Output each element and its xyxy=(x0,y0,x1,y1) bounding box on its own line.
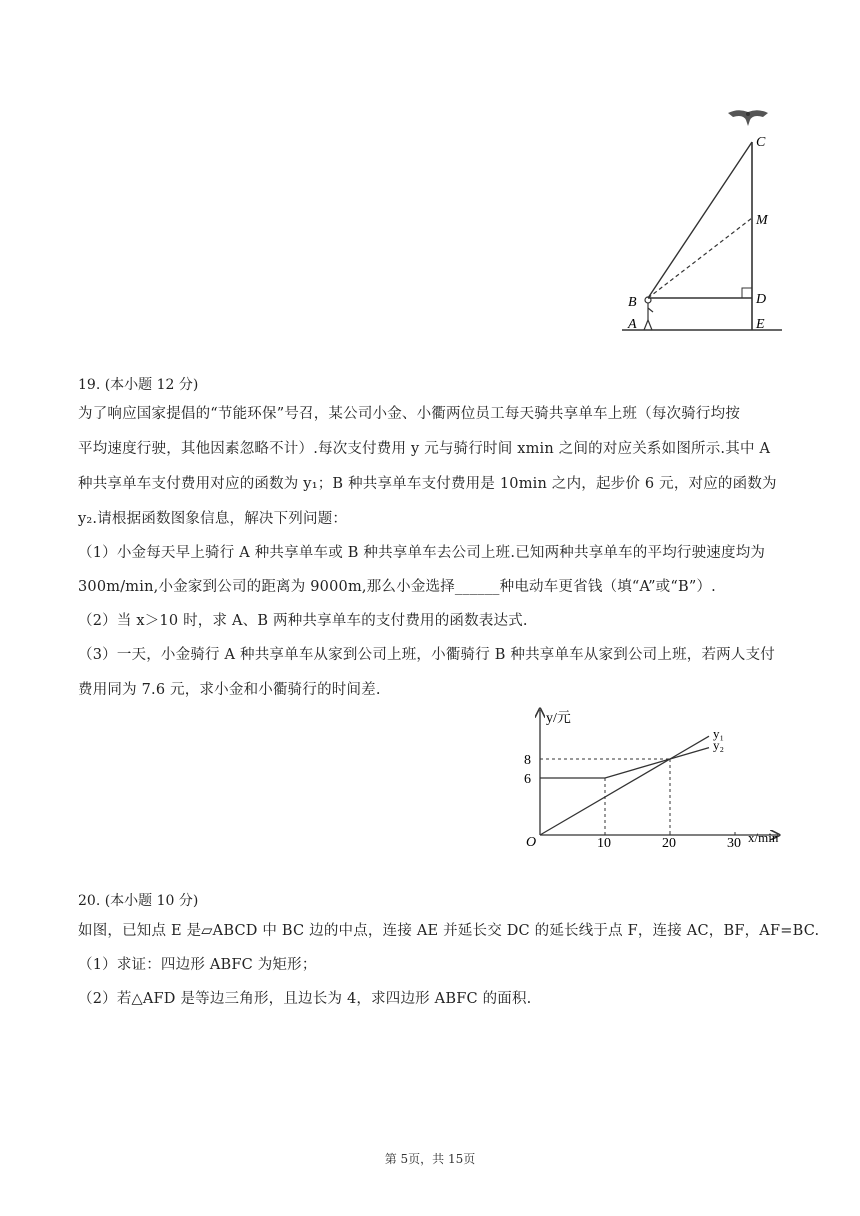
series-label-1: y₁ xyxy=(713,726,725,742)
q19-line-7: （2）当 x＞10 时，求 A、B 两种共享单车的支付费用的函数表达式. xyxy=(78,613,528,629)
q20-line-1: 如图，已知点 E 是▱ABCD 中 BC 边的中点，连接 AE 并延长交 DC 的延长线于点 F，连接 AC，BF，AF=BC. xyxy=(78,923,820,939)
label-e: E xyxy=(756,317,765,332)
x-tick-label-0: 10 xyxy=(597,836,611,850)
function-chart xyxy=(510,700,790,850)
q19-line-4: y₂.请根据函数图象信息，解决下列问题： xyxy=(78,511,348,527)
chart-series xyxy=(540,726,724,835)
q19-line-8: （3）一天，小金骑行 A 种共享单车从家到公司上班，小衢骑行 B 种共享单车从家到公司上班，若两人支付 xyxy=(78,647,775,663)
q19-heading: 19. (本小题 12 分) xyxy=(78,377,199,393)
label-c: C xyxy=(756,135,766,150)
q19-line-5: （1）小金每天早上骑行 A 种共享单车或 B 种共享单车去公司上班.已知两种共享单车的平均行驶速度均为 xyxy=(78,545,766,561)
q20-line-2: （1）求证：四边形 ABFC 为矩形； xyxy=(78,957,317,973)
label-d: D xyxy=(756,292,767,307)
y-tick-label-1: 8 xyxy=(524,753,531,768)
q19-line-2: 平均速度行驶，其他因素忽略不计）.每次支付费用 y 元与骑行时间 xmin 之间的对应关系如图所示.其中 A xyxy=(78,441,771,457)
geometry-figure xyxy=(600,100,800,340)
label-a: A xyxy=(628,317,637,332)
series-line-2 xyxy=(540,748,709,778)
label-m: M xyxy=(756,213,768,228)
y-axis-label: y/元 xyxy=(546,711,571,726)
q20-heading: 20. (本小题 10 分) xyxy=(78,893,199,909)
label-b: B xyxy=(628,295,637,310)
x-tick-label-2: 30 xyxy=(727,836,741,850)
person-icon xyxy=(644,297,653,330)
page-footer: 第 5页，共 15页 xyxy=(384,1152,476,1166)
series-label-2: y₂ xyxy=(713,737,725,753)
q19-line-3: 种共享单车支付费用对应的函数为 y₁；B 种共享单车支付费用是 10min 之内，起步价 6 元，对应的函数为 xyxy=(78,476,777,492)
q19-line-9: 费用同为 7.6 元，求小金和小衢骑行的时间差. xyxy=(78,682,381,698)
q19-line-6: 300m/min,小金家到公司的距离为 9000m,那么小金选择______种电动车更省钱（填“A”或“B”）. xyxy=(78,579,716,595)
q20-line-3: （2）若△AFD 是等边三角形，且边长为 4，求四边形 ABFC 的面积. xyxy=(78,991,532,1007)
x-axis-label: x/min xyxy=(748,830,779,845)
series-line-1 xyxy=(540,736,709,835)
bird-icon xyxy=(728,110,768,126)
y-tick-label-0: 6 xyxy=(524,772,531,787)
q19-line-1: 为了响应国家提倡的“节能环保”号召，某公司小金、小衢两位员工每天骑共享单车上班（每次骑行均按 xyxy=(78,406,741,422)
x-tick-label-1: 20 xyxy=(662,836,676,850)
origin-label: O xyxy=(526,835,537,850)
